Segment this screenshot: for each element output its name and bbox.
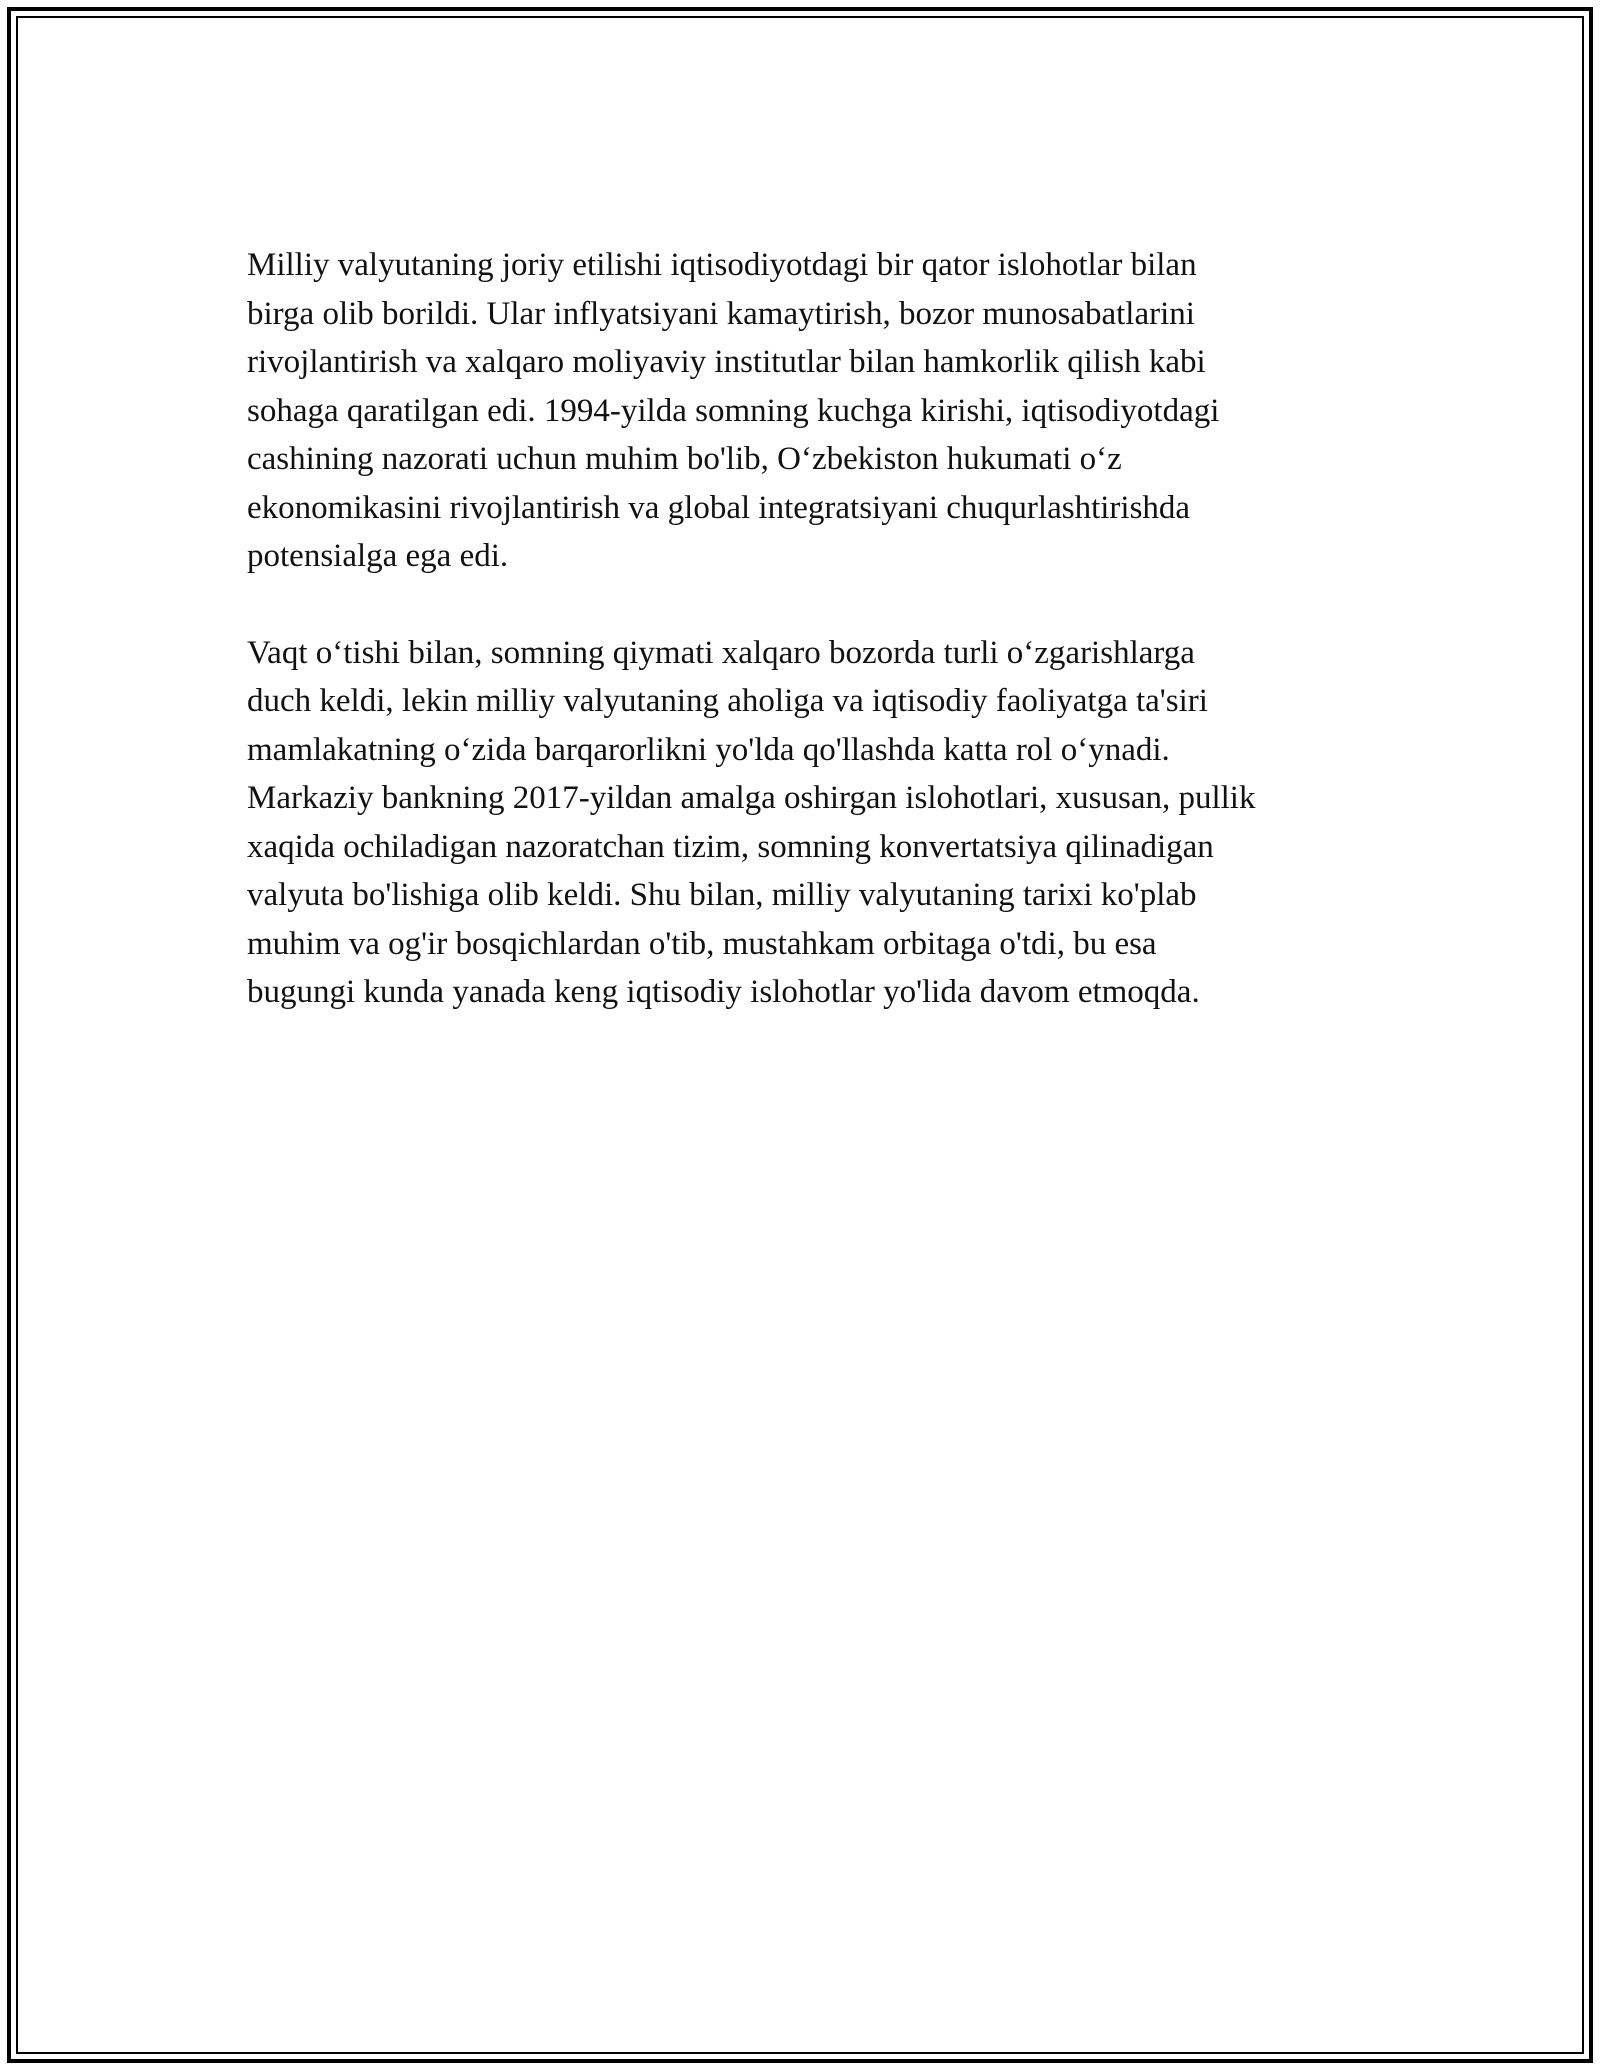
page-frame bbox=[7, 7, 1593, 2063]
paragraph-line: Vaqt oʻtishi bilan, somning qiymati xalqaro bozorda turli oʻzgarishlarga bbox=[247, 634, 1195, 671]
paragraph-line: birga olib borildi. Ular inflyatsiyani kamaytirish, bozor munosabatlarini bbox=[247, 295, 1195, 332]
paragraph-line: cashining nazorati uchun muhim bo'lib, Oʻzbekiston hukumati oʻz bbox=[247, 441, 1122, 477]
paragraph-line: valyuta bo'lishiga olib keldi. Shu bilan, milliy valyutaning tarixi ko'plab bbox=[247, 877, 1197, 913]
paragraph-1 bbox=[247, 241, 1377, 581]
paragraph-2 bbox=[247, 629, 1377, 1017]
paragraph-line: Milliy valyutaning joriy etilishi iqtisodiyotdagi bir qator islohotlar bilan bbox=[247, 247, 1197, 283]
paragraph-line: rivojlantirish va xalqaro moliyaviy institutlar bilan hamkorlik qilish kabi bbox=[247, 344, 1206, 380]
paragraph-line: muhim va og'ir bosqichlardan o'tib, mustahkam orbitaga o'tdi, bu esa bbox=[247, 925, 1157, 962]
paragraph-line: xaqida ochiladigan nazoratchan tizim, somning konvertatsiya qilinadigan bbox=[247, 828, 1214, 865]
paragraph-line: mamlakatning oʻzida barqarorlikni yo'lda qo'llashda katta rol oʻynadi. bbox=[247, 731, 1170, 768]
paragraph-line: ekonomikasini rivojlantirish va global integratsiyani chuqurlashtirishda bbox=[247, 489, 1191, 526]
paragraph-line: bugungi kunda yanada keng iqtisodiy islohotlar yo'lida davom etmoqda. bbox=[247, 974, 1200, 1010]
paragraph-line: duch keldi, lekin milliy valyutaning aholiga va iqtisodiy faoliyatga ta'siri bbox=[247, 683, 1208, 719]
document-body bbox=[247, 241, 1377, 1017]
paragraph-line: potensialga ega edi. bbox=[247, 538, 509, 574]
paragraph-line: Markaziy bankning 2017-yildan amalga oshirgan islohotlari, xususan, pullik bbox=[247, 780, 1256, 816]
paragraph-line: sohaga qaratilgan edi. 1994-yilda somning kuchga kirishi, iqtisodiyotdagi bbox=[247, 392, 1220, 429]
